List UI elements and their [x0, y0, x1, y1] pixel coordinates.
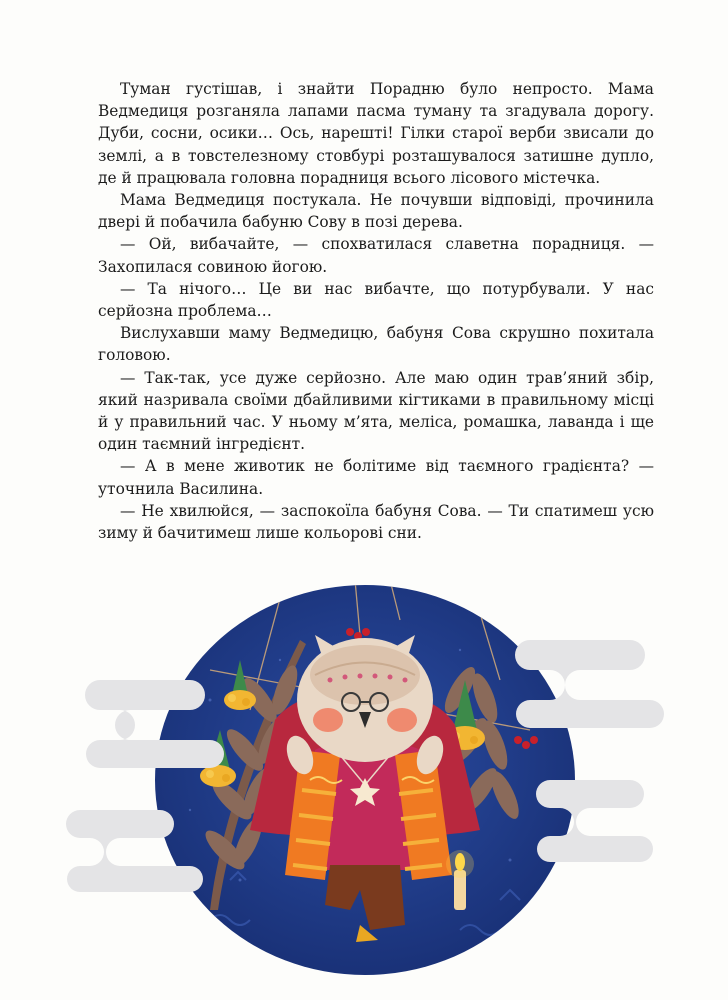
paragraph: Туман густішав, і знайти Порадню було непросто. Мама Ведмедиця розганяла лапами пасма туману та згадувала дорогу. Дуби, сосни, осики… Ось, нарешті! Гілки старої верби звисали до землі, а в товстелезному стовбурі розташувалося затишне дупло, де й працювала головна порадниця всього лісового містечка. — [98, 80, 654, 187]
cheek-left — [313, 708, 343, 732]
dialogue-line: — Так-так, усе дуже серйозно. Але маю один трав’яний збір, який назривала своїми дбайливими кігтиками в правильному місці й у правильний час. У ньому м’ята, меліса, ромашка, лаванда і ще один таємний інгредієнт. — [98, 368, 654, 454]
dialogue-line: — А в мене животик не болітиме від таємного градієнта? — уточнила Василина. — [98, 457, 654, 498]
dialogue-line: — Не хвилюйся, — заспокоїла бабуня Сова. — Ти спатимеш усю зиму й бачитимеш лише кольорові сни. — [98, 501, 654, 543]
owl-illustration — [60, 580, 680, 980]
dialogue-line: — Ой, вибачайте, — спохватилася славетна порадниця. — Захопилася совиною йогою. — [98, 235, 654, 276]
story-text — [98, 78, 654, 544]
paragraph: Вислухавши маму Ведмедицю, бабуня Сова скрушно похитала головою. — [98, 324, 654, 365]
paragraph: Мама Ведмедиця постукала. Не почувши відповіді, прочинила двері й побачила бабуню Сову в позі дерева. — [98, 191, 654, 232]
dialogue-line: — Та нічого… Це ви нас вибачте, що потурбували. У нас серйозна проблема… — [98, 279, 654, 321]
cheek-right — [387, 708, 417, 732]
